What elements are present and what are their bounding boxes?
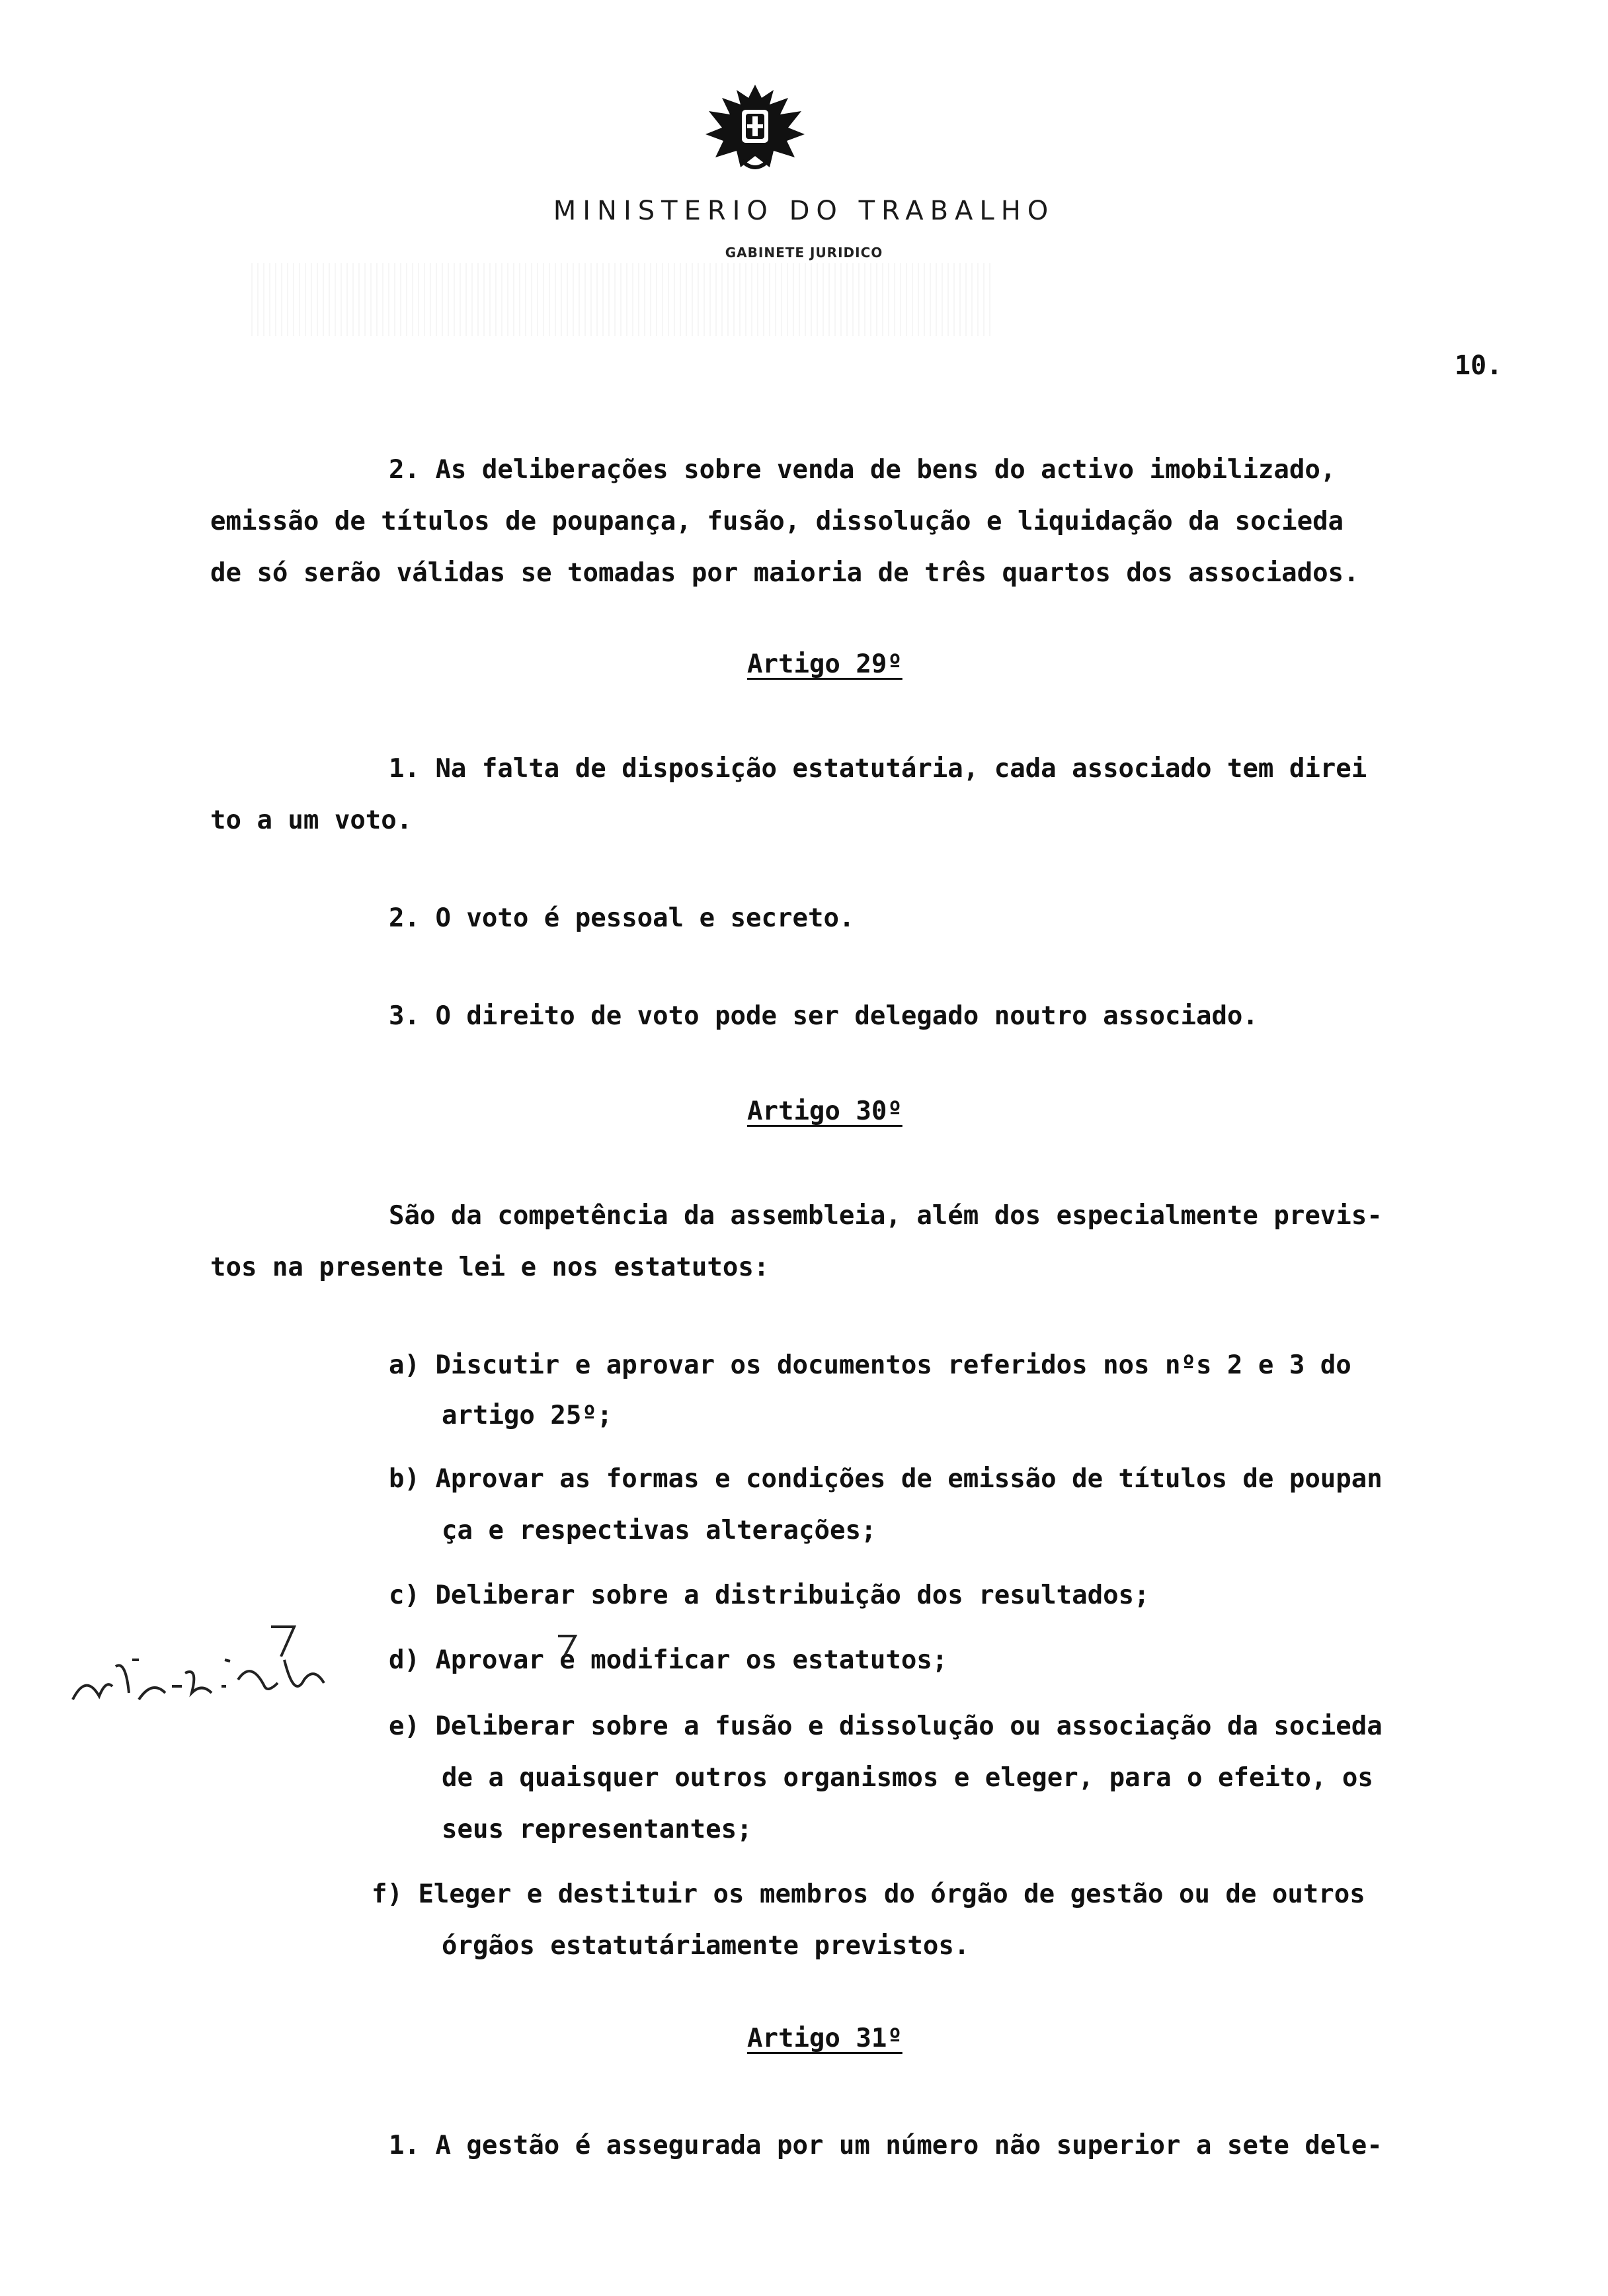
article-heading: Artigo 29º	[747, 649, 903, 679]
article-heading: Artigo 30º	[747, 1096, 903, 1126]
list-item: seus representantes;	[442, 1815, 752, 1844]
handwritten-margin-note	[66, 1620, 370, 1726]
coat-of-arms-emblem	[696, 78, 815, 177]
list-item: f) Eleger e destituir os membros do órgão de gestão ou de outros	[372, 1879, 1365, 1909]
list-item: ça e respectivas alterações;	[442, 1516, 877, 1545]
text-line: 2. O voto é pessoal e secreto.	[389, 903, 855, 933]
list-item: b) Aprovar as formas e condições de emissão de títulos de poupan	[389, 1464, 1383, 1494]
office-subtitle: GABINETE JURIDICO	[725, 245, 883, 261]
list-item: órgãos estatutáriamente previstos.	[442, 1931, 970, 1961]
list-item: artigo 25º;	[442, 1401, 613, 1430]
page-number: 10.	[1455, 350, 1503, 381]
text-line: 2. As deliberações sobre venda de bens do activo imobilizado,	[389, 455, 1336, 485]
list-item: de a quaisquer outros organismos e eleger, para o efeito, os	[442, 1763, 1373, 1793]
text-line: 3. O direito de voto pode ser delegado noutro associado.	[389, 1001, 1258, 1031]
text-line: to a um voto.	[210, 805, 413, 835]
insertion-mark-icon	[554, 1632, 581, 1659]
article-heading: Artigo 31º	[747, 2024, 903, 2053]
list-item: e) Deliberar sobre a fusão e dissolução ou associação da socieda	[389, 1711, 1383, 1741]
text-line: São da competência da assembleia, além dos especialmente previs-	[389, 1201, 1383, 1231]
list-item: d) Aprovar e modificar os estatutos;	[389, 1645, 948, 1675]
list-item: a) Discutir e aprovar os documentos referidos nos nºs 2 e 3 do	[389, 1350, 1351, 1380]
text-line: emissão de títulos de poupança, fusão, dissolução e liquidação da socieda	[210, 507, 1344, 536]
text-line: 1. Na falta de disposição estatutária, cada associado tem direi	[389, 754, 1367, 784]
ministry-title: MINISTERIO DO TRABALHO	[553, 196, 1055, 226]
list-item: c) Deliberar sobre a distribuição dos resultados;	[389, 1580, 1150, 1610]
text-line: de só serão válidas se tomadas por maioria de três quartos dos associados.	[210, 558, 1359, 588]
scan-artifact	[251, 263, 992, 336]
text-line: tos na presente lei e nos estatutos:	[210, 1252, 770, 1282]
text-line: 1. A gestão é assegurada por um número não superior a sete dele-	[389, 2131, 1383, 2160]
